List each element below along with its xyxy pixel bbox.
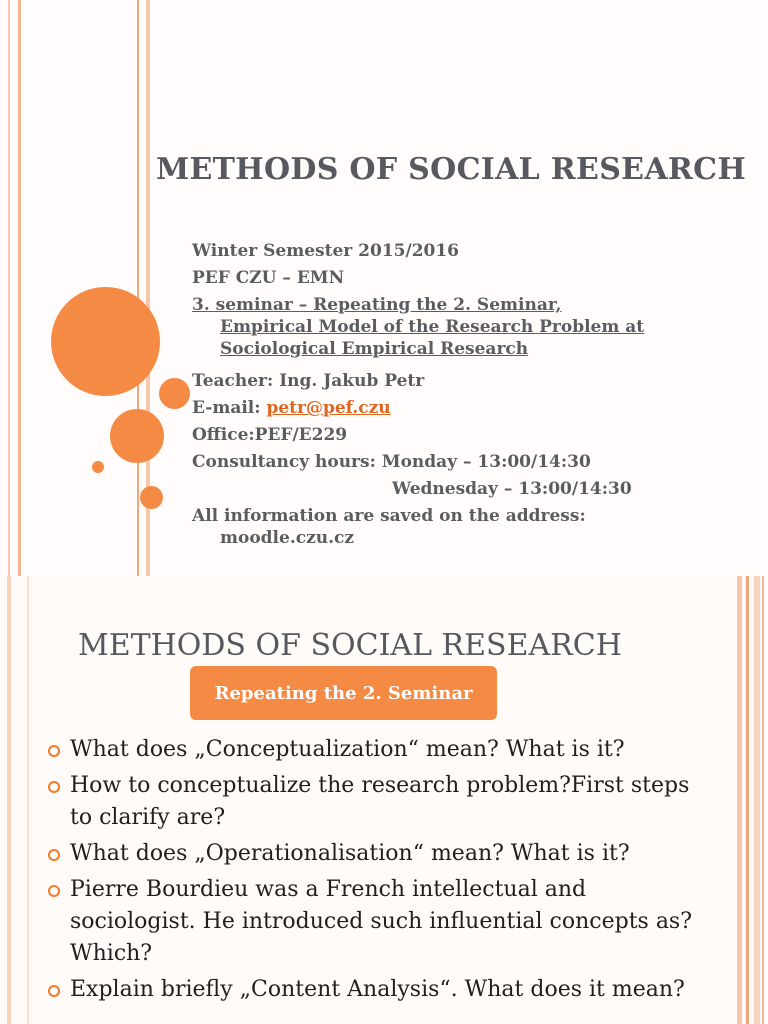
list-item: What does „Operationalisation“ mean? What is it?: [46, 838, 706, 870]
stripe: [7, 576, 11, 1024]
content-slide: [0, 576, 768, 1024]
seminar-topic[interactable]: [192, 294, 752, 370]
seminar-line-2[interactable]: Empirical Model of the Research Problem at: [220, 317, 645, 337]
list-item: How to conceptualize the research problem?First steps to clarify are?: [46, 770, 706, 834]
stripe: [8, 0, 10, 576]
email-row: [192, 397, 752, 424]
office: Office:PEF/E229: [192, 425, 348, 445]
bullet-icon: [48, 885, 60, 897]
slide-title: METHODS OF SOCIAL RESEARCH: [78, 628, 622, 663]
stripe: [737, 576, 742, 1024]
info-line-1: All information are saved on the address:: [192, 506, 586, 526]
bullet-icon: [48, 849, 60, 861]
section-tag: Repeating the 2. Seminar: [190, 666, 497, 720]
bullet-icon: [48, 781, 60, 793]
stripe: [746, 576, 749, 1024]
teacher: Teacher: Ing. Jakub Petr: [192, 371, 425, 391]
bullet-icon: [48, 745, 60, 757]
list-item: What does „Conceptualization“ mean? What is it?: [46, 734, 706, 766]
info-note: [192, 505, 752, 549]
question-list: [46, 734, 706, 1010]
decorative-circle: [159, 378, 190, 409]
stripe: [18, 0, 21, 576]
stripe: [137, 0, 139, 576]
consultancy-monday: Consultancy hours: Monday – 13:00/14:30: [192, 452, 591, 472]
decorative-circle: [140, 486, 163, 509]
info-line-2: moodle.czu.cz: [220, 528, 355, 548]
decorative-circle: [92, 461, 104, 473]
decorative-circle: [51, 287, 160, 396]
bullet-icon: [48, 985, 60, 997]
list-item: Explain briefly „Content Analysis“. What does it mean?: [46, 974, 706, 1006]
consultancy-wednesday: Wednesday – 13:00/14:30: [392, 479, 632, 499]
email-link[interactable]: petr@pef.czu: [266, 398, 391, 418]
stripe: [762, 576, 764, 1024]
email-label: E-mail:: [192, 398, 267, 418]
list-item: Pierre Bourdieu was a French intellectual and sociologist. He introduced such influential concepts as? Which?: [46, 874, 706, 970]
seminar-line-1[interactable]: 3. seminar – Repeating the 2. Seminar,: [192, 295, 562, 315]
slide-title: METHODS OF SOCIAL RESEARCH: [156, 152, 746, 187]
seminar-line-3[interactable]: Sociological Empirical Research: [220, 339, 529, 359]
course-info: [192, 240, 752, 549]
stripe: [27, 576, 29, 1024]
faculty: PEF CZU – EMN: [192, 268, 345, 288]
stripe: [754, 576, 760, 1024]
decorative-circle: [110, 409, 164, 463]
semester: Winter Semester 2015/2016: [192, 241, 460, 261]
